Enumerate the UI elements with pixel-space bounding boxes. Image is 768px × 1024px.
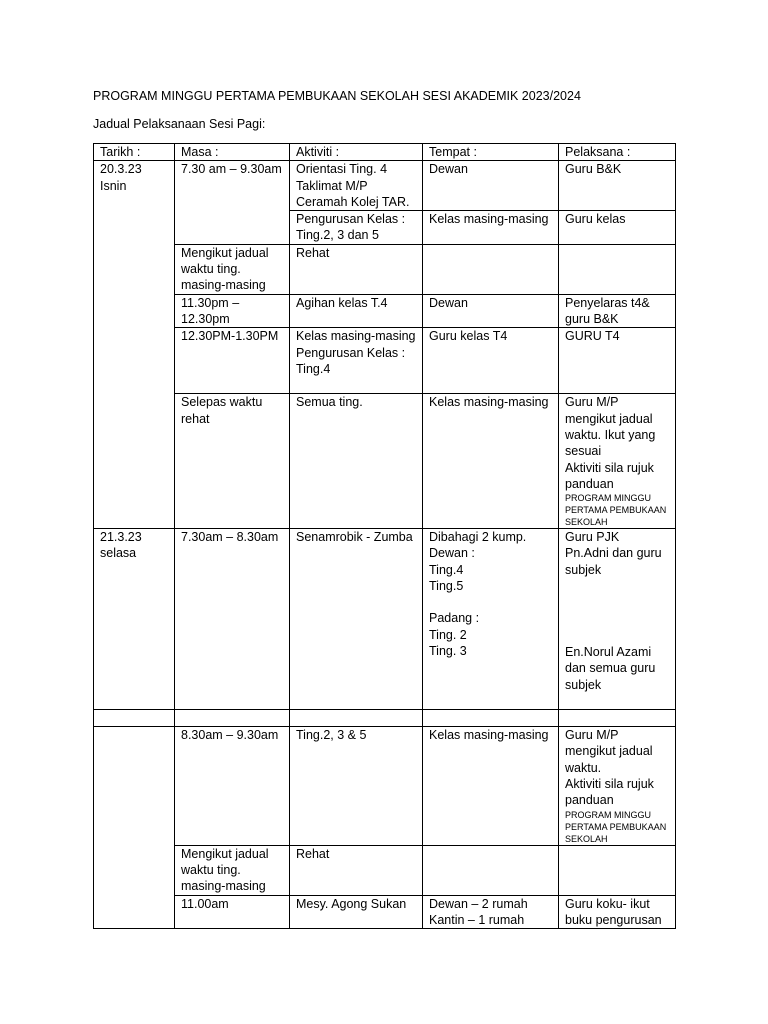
activity-line: Orientasi Ting. 4 <box>296 162 388 177</box>
place-cell: Kelas masing-masing <box>423 394 559 529</box>
place-cell: Kelas masing-masing <box>423 727 559 845</box>
executor-cell: Guru B&K <box>559 161 676 211</box>
time-cell: 11.00am <box>175 895 290 929</box>
executor-line: Aktiviti sila rujuk panduan <box>565 777 654 808</box>
place-line: Dewan – 2 rumah <box>429 896 528 911</box>
executor-cell: GURU T4 <box>559 328 676 394</box>
schedule-table <box>93 143 676 929</box>
place-cell: Guru kelas T4 <box>423 328 559 394</box>
activity-cell: Ting.2, 3 & 5 <box>290 727 423 845</box>
executor-cell: Guru kelas <box>559 211 676 245</box>
place-line: Dewan : <box>429 546 475 561</box>
executor-cell: Guru koku- ikut buku pengurusan <box>559 895 676 929</box>
place-line: Padang : <box>429 611 480 626</box>
time-cell: Selepas waktu rehat <box>175 394 290 529</box>
place-cell <box>423 845 559 895</box>
place-line <box>429 594 553 610</box>
place-cell: Kelas masing-masing <box>423 211 559 245</box>
document-subtitle: Jadual Pelaksanaan Sesi Pagi: <box>93 117 266 131</box>
activity-cell: Mesy. Agong Sukan <box>290 895 423 929</box>
executor-line: Aktiviti sila rujuk panduan <box>565 460 654 491</box>
table-row <box>94 244 676 294</box>
place-cell: Dewan <box>423 161 559 211</box>
executor-cell <box>559 394 676 529</box>
executor-cell <box>559 244 676 294</box>
place-cell <box>423 244 559 294</box>
executor-line: Guru M/P mengikut jadual waktu. Ikut yang sesuai <box>565 395 656 459</box>
time-cell: 7.30am – 8.30am <box>175 529 290 710</box>
table-row <box>94 529 676 710</box>
executor-line: Pn.Adni dan guru subjek <box>565 546 662 577</box>
time-cell: 8.30am – 9.30am <box>175 727 290 845</box>
table-row <box>94 895 676 929</box>
header-cell: Masa : <box>175 144 290 161</box>
header-cell: Tarikh : <box>94 144 175 161</box>
header-cell: Pelaksana : <box>559 144 676 161</box>
executor-line: Guru M/P mengikut jadual waktu. <box>565 728 653 775</box>
table-row <box>94 161 676 211</box>
activity-line: Ting.4 <box>296 361 331 376</box>
executor-cell <box>559 529 676 710</box>
place-line: Ting. 2 <box>429 627 467 642</box>
place-cell <box>423 895 559 929</box>
activity-cell: Pengurusan Kelas : Ting.2, 3 dan 5 <box>290 211 423 245</box>
table-row <box>94 845 676 895</box>
executor-cell <box>559 845 676 895</box>
table-row-blank <box>94 710 676 727</box>
activity-line: Taklimat M/P <box>296 178 368 193</box>
activity-cell <box>290 328 423 394</box>
executor-note: PROGRAM MINGGU PERTAMA PEMBUKAAN SEKOLAH <box>565 493 667 528</box>
activity-cell: Rehat <box>290 244 423 294</box>
activity-cell: Agihan kelas T.4 <box>290 294 423 328</box>
date-text: 20.3.23 <box>100 162 142 177</box>
place-line: Ting.4 <box>429 562 464 577</box>
place-line: Dibahagi 2 kump. <box>429 530 527 545</box>
time-cell: Mengikut jadual waktu ting. masing-masing <box>175 845 290 895</box>
table-header-row <box>94 144 676 161</box>
empty-cell <box>559 710 676 727</box>
executor-line: Guru PJK <box>565 530 620 545</box>
time-cell: Mengikut jadual waktu ting. masing-masing <box>175 244 290 294</box>
executor-note: PROGRAM MINGGU PERTAMA PEMBUKAAN SEKOLAH <box>565 809 667 844</box>
activity-line: Kelas masing-masing Pengurusan Kelas : <box>296 329 416 360</box>
date-cell-empty <box>94 727 175 929</box>
empty-cell <box>423 710 559 727</box>
executor-cell: Penyelaras t4& guru B&K <box>559 294 676 328</box>
table-row <box>94 394 676 529</box>
place-line: Ting.5 <box>429 579 464 594</box>
document-title: PROGRAM MINGGU PERTAMA PEMBUKAAN SEKOLAH SESI AKADEMIK 2023/2024 <box>93 89 581 103</box>
table-row <box>94 294 676 328</box>
place-line: Kantin – 1 rumah <box>429 912 525 927</box>
date-cell <box>94 529 175 710</box>
activity-line: Ceramah Kolej TAR. <box>296 194 410 209</box>
executor-cell <box>559 727 676 845</box>
activity-cell: Semua ting. <box>290 394 423 529</box>
weekday-text: selasa <box>100 546 137 561</box>
place-cell <box>423 529 559 710</box>
time-cell: 7.30 am – 9.30am <box>175 161 290 244</box>
activity-cell: Rehat <box>290 845 423 895</box>
executor-line: En.Norul Azami dan semua guru subjek <box>565 645 656 692</box>
table-row <box>94 328 676 394</box>
place-line: Ting. 3 <box>429 643 467 658</box>
empty-cell <box>175 710 290 727</box>
weekday-text: Isnin <box>100 178 127 193</box>
empty-cell <box>94 710 175 727</box>
activity-cell <box>290 161 423 211</box>
header-cell: Tempat : <box>423 144 559 161</box>
header-cell: Aktiviti : <box>290 144 423 161</box>
place-cell: Dewan <box>423 294 559 328</box>
empty-cell <box>290 710 423 727</box>
date-text: 21.3.23 <box>100 530 142 545</box>
date-cell <box>94 161 175 529</box>
time-cell: 11.30pm – 12.30pm <box>175 294 290 328</box>
activity-cell: Senamrobik - Zumba <box>290 529 423 710</box>
table-row <box>94 727 676 845</box>
time-cell: 12.30PM-1.30PM <box>175 328 290 394</box>
